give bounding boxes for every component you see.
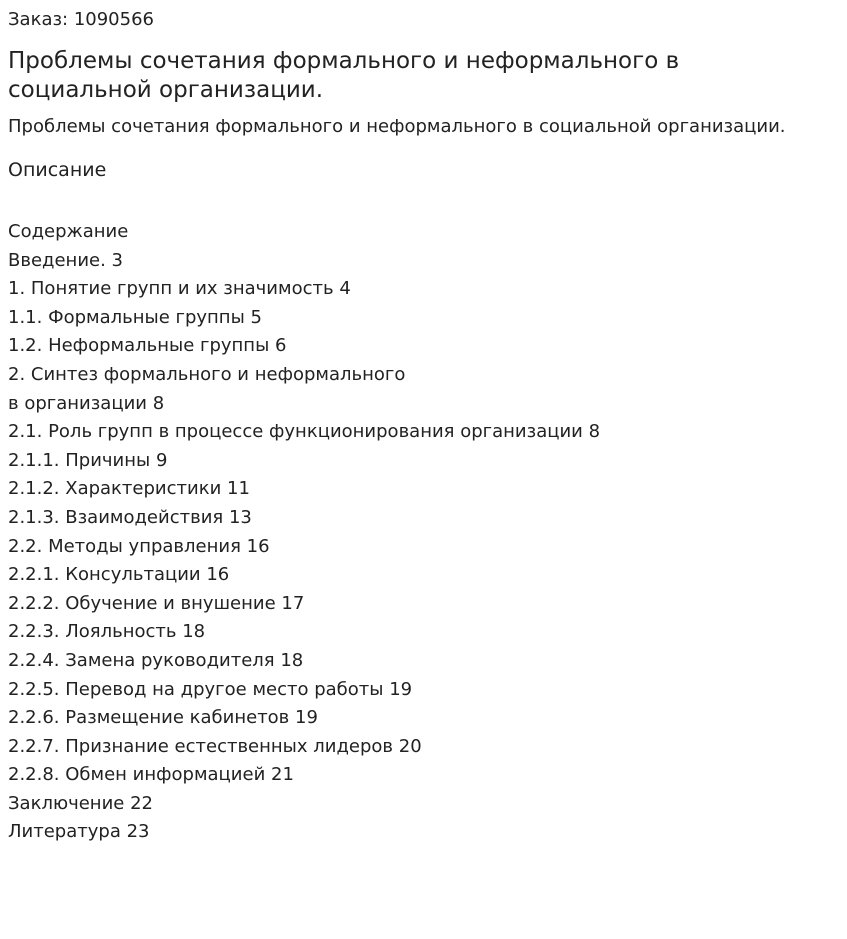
toc-item: 2.2.1. Консультации 16	[8, 564, 230, 586]
toc-item: Содержание	[8, 221, 129, 242]
toc-item: 2.2.2. Обучение и внушение 17	[8, 592, 305, 614]
toc-item: 1. Понятие групп и их значимость 4	[8, 278, 351, 300]
toc-item: 2.2.7. Признание естественных лидеров 20	[8, 735, 422, 757]
toc-item: 2.1. Роль групп в процессе функционирования организации 8	[8, 421, 601, 443]
toc-item: в организации 8	[8, 392, 165, 414]
page-subtitle: Проблемы сочетания формального и неформального в социальной организации.	[8, 116, 786, 137]
toc-item: 2.1.1. Причины 9	[8, 449, 168, 471]
toc-item: 1.1. Формальные группы 5	[8, 306, 262, 328]
toc-item: 2.2. Методы управления 16	[8, 535, 270, 557]
page-title: Проблемы сочетания формального и неформального в социальной организации.	[8, 48, 680, 103]
toc-item: 2.1.3. Взаимодействия 13	[8, 506, 252, 528]
toc-item: Литература 23	[8, 821, 150, 843]
description-heading: Описание	[8, 159, 107, 181]
order-number: Заказ: 1090566	[8, 9, 154, 30]
toc-item: 2.2.4. Замена руководителя 18	[8, 649, 304, 671]
toc-item: 2.2.5. Перевод на другое место работы 19	[8, 678, 413, 700]
toc-item: 2.2.3. Лояльность 18	[8, 621, 206, 643]
toc-item: 1.2. Неформальные группы 6	[8, 335, 287, 357]
table-of-contents	[8, 218, 600, 847]
toc-item: Заключение 22	[8, 792, 153, 814]
toc-item: 2.2.6. Размещение кабинетов 19	[8, 707, 318, 729]
toc-item: 2.2.8. Обмен информацией 21	[8, 764, 294, 786]
toc-item: 2.1.2. Характеристики 11	[8, 478, 250, 500]
toc-item: 2. Синтез формального и неформального	[8, 363, 406, 385]
toc-item: Введение. 3	[8, 249, 123, 271]
